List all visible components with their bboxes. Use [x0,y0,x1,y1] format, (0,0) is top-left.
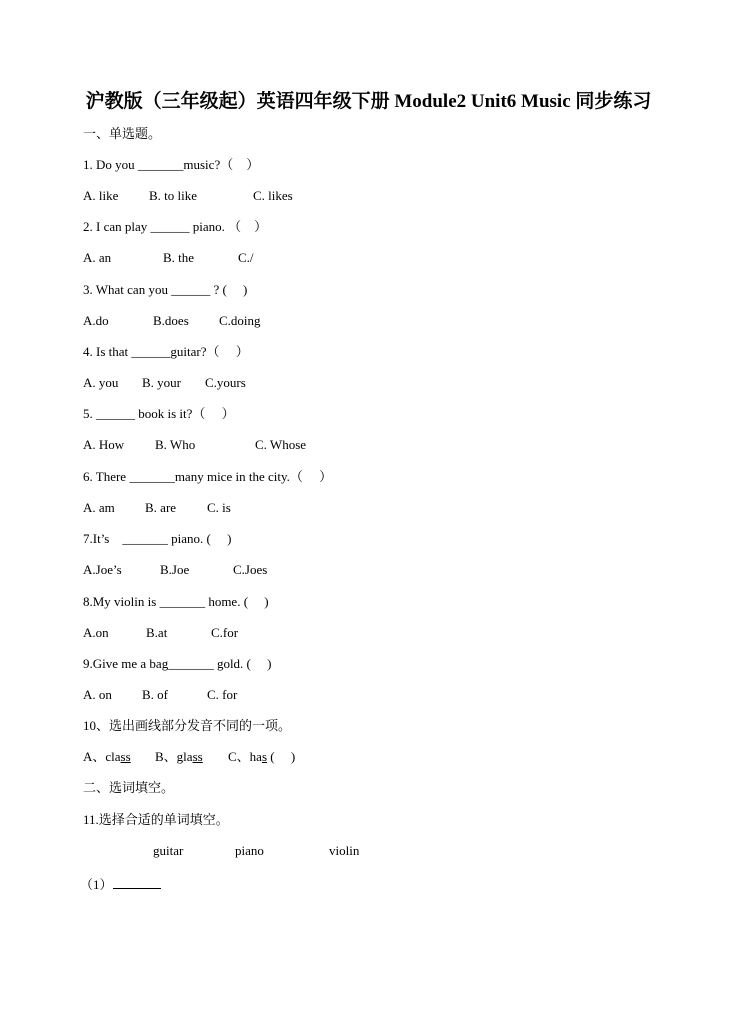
q10-option-c [228,749,295,765]
question-6: 6. There _______many mice in the city.（ ） [83,469,333,484]
q10-option-a-prefix: A、cla [83,749,121,764]
q3-option-b: B.does [153,313,189,328]
q2-option-a: A. an [83,250,112,265]
q10-option-a-underlined: ss [120,749,131,764]
q8-option-b: B.at [146,625,168,640]
question-7: 7.It’s _______ piano. ( ) [83,531,232,546]
q3-option-c: C.doing [219,313,261,328]
question-2: 2. I can play ______ piano. （ ） [83,219,268,234]
q5-option-c: C. Whose [255,437,307,452]
q9-option-a: A. on [83,687,112,702]
q10-answer-bracket: ( ) [267,749,296,764]
q2-option-b: B. the [163,250,195,265]
question-5: 5. ______ book is it?（ ） [83,406,235,421]
q8-option-a: A.on [83,625,109,640]
word-bank-piano: piano [235,843,264,858]
q7-option-c: C.Joes [233,562,268,577]
q10-option-b-prefix: B、gla [155,749,193,764]
section-heading-choice: 一、单选题。 [83,126,162,141]
q11-item-1-label: （1） [80,877,113,892]
q10-option-b-underlined: ss [192,749,203,764]
q3-option-a: A.do [83,313,109,328]
q1-option-a: A. like [83,188,119,203]
question-1: 1. Do you _______music?（ ） [83,157,260,172]
page-title: 沪教版（三年级起）英语四年级下册 Module2 Unit6 Music 同步练习 [85,91,652,112]
q2-option-c: C./ [238,250,254,265]
q4-option-c: C.yours [205,375,246,390]
word-bank-violin: violin [329,843,360,858]
word-bank-guitar: guitar [153,843,184,858]
q9-option-b: B. of [142,687,168,702]
q7-option-a: A.Joe’s [83,562,122,577]
section-heading-fill: 二、选词填空。 [83,780,175,795]
q9-option-c: C. for [207,687,238,702]
q11-item-1-blank [113,876,161,889]
question-9: 9.Give me a bag_______ gold. ( ) [83,656,272,671]
q11-item-1 [80,876,161,893]
q5-option-a: A. How [83,437,125,452]
question-4: 4. Is that ______guitar?（ ） [83,344,249,359]
q8-option-c: C.for [211,625,239,640]
q4-option-a: A. you [83,375,119,390]
q10-option-c-underlined: s [261,749,268,764]
q10-option-b [155,749,203,765]
q10-option-a [83,749,131,765]
question-3: 3. What can you ______ ? ( ) [83,282,248,297]
q5-option-b: B. Who [155,437,196,452]
q6-option-a: A. am [83,500,115,515]
question-11: 11.选择合适的单词填空。 [83,812,229,827]
q6-option-b: B. are [145,500,177,515]
question-8: 8.My violin is _______ home. ( ) [83,594,269,609]
q10-option-c-prefix: C、ha [228,749,262,764]
q1-option-c: C. likes [253,188,293,203]
q1-option-b: B. to like [149,188,198,203]
q6-option-c: C. is [207,500,231,515]
q7-option-b: B.Joe [160,562,190,577]
q4-option-b: B. your [142,375,181,390]
question-10: 10、选出画线部分发音不同的一项。 [83,718,292,733]
